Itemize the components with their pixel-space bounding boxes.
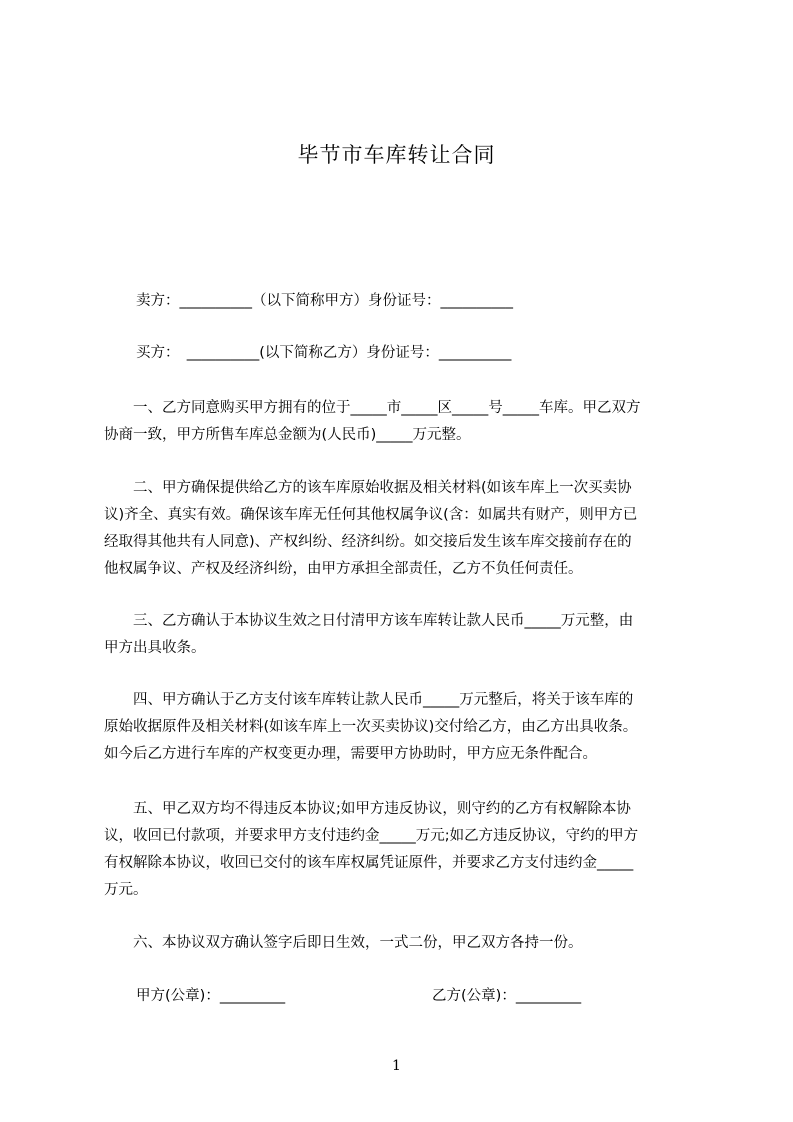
clause-4	[104, 687, 704, 768]
clause-1-line: 协商一致，甲方所售车库总金额为(人民币)_____万元整。	[104, 427, 471, 443]
clause-4-line: 四、甲方确认于乙方支付该车库转让款人民币_____万元整后，将关于该车库的	[104, 692, 634, 708]
document-title: 毕节市车库转让合同	[297, 143, 496, 167]
clause-5-line: 议，收回已付款项，并要求甲方支付违约金_____万元;如乙方违反协议，守约的甲方	[104, 828, 639, 844]
clause-5-line: 有权解除本协议，收回已交付的该车库权属凭证原件，并要求乙方支付违约金_____	[104, 855, 634, 871]
clause-1-line: 一、乙方同意购买甲方拥有的位于_____市_____区_____号_____车库。甲乙双方	[104, 400, 641, 416]
clause-6-line: 六、本协议双方确认签字后即日生效，一式二份，甲乙双方各持一份。	[104, 935, 583, 951]
clause-2-line: 二、甲方确保提供给乙方的该车库原始收据及相关材料(如该车库上一次买卖协	[104, 480, 632, 496]
clause-5-line: 五、甲乙双方均不得违反本协议;如甲方违反协议，则守约的乙方有权解除本协	[104, 801, 631, 817]
clause-4-line: 如今后乙方进行车库的产权变更办理，需要甲方协助时，甲方应无条件配合。	[104, 746, 597, 762]
clause-2-line: 他权属争议、产权及经济纠纷，由甲方承担全部责任，乙方不负任何责任。	[104, 561, 583, 577]
clause-1	[104, 395, 704, 449]
signature-party-a: 甲方(公章)：_________	[136, 988, 286, 1004]
clause-3	[104, 608, 704, 662]
seller-line: 卖方：__________（以下简称甲方）身份证号：__________	[136, 293, 513, 309]
clause-6	[104, 930, 704, 957]
page-number: 1	[392, 1058, 401, 1074]
clause-2-line: 议)齐全、真实有效。确保该车库无任何其他权属争议(含：如属共有财产，则甲方已	[104, 507, 638, 523]
clause-2-line: 经取得其他共有人同意)、产权纠纷、经济纠纷。如交接后发生该车库交接前存在的	[104, 534, 632, 550]
buyer-line: 买方： __________(以下简称乙方）身份证号：__________	[136, 345, 512, 361]
signature-party-b: 乙方(公章)：_________	[432, 988, 582, 1004]
clause-4-line: 原始收据原件及相关材料(如该车库上一次买卖协议)交付给乙方，由乙方出具收条。	[104, 719, 638, 735]
clause-5	[104, 796, 704, 904]
clause-3-line: 三、乙方确认于本协议生效之日付清甲方该车库转让款人民币_____万元整，由	[104, 613, 634, 629]
clause-5-line: 万元。	[104, 882, 148, 898]
clause-3-line: 甲方出具收条。	[104, 640, 206, 656]
clause-2	[104, 475, 704, 583]
